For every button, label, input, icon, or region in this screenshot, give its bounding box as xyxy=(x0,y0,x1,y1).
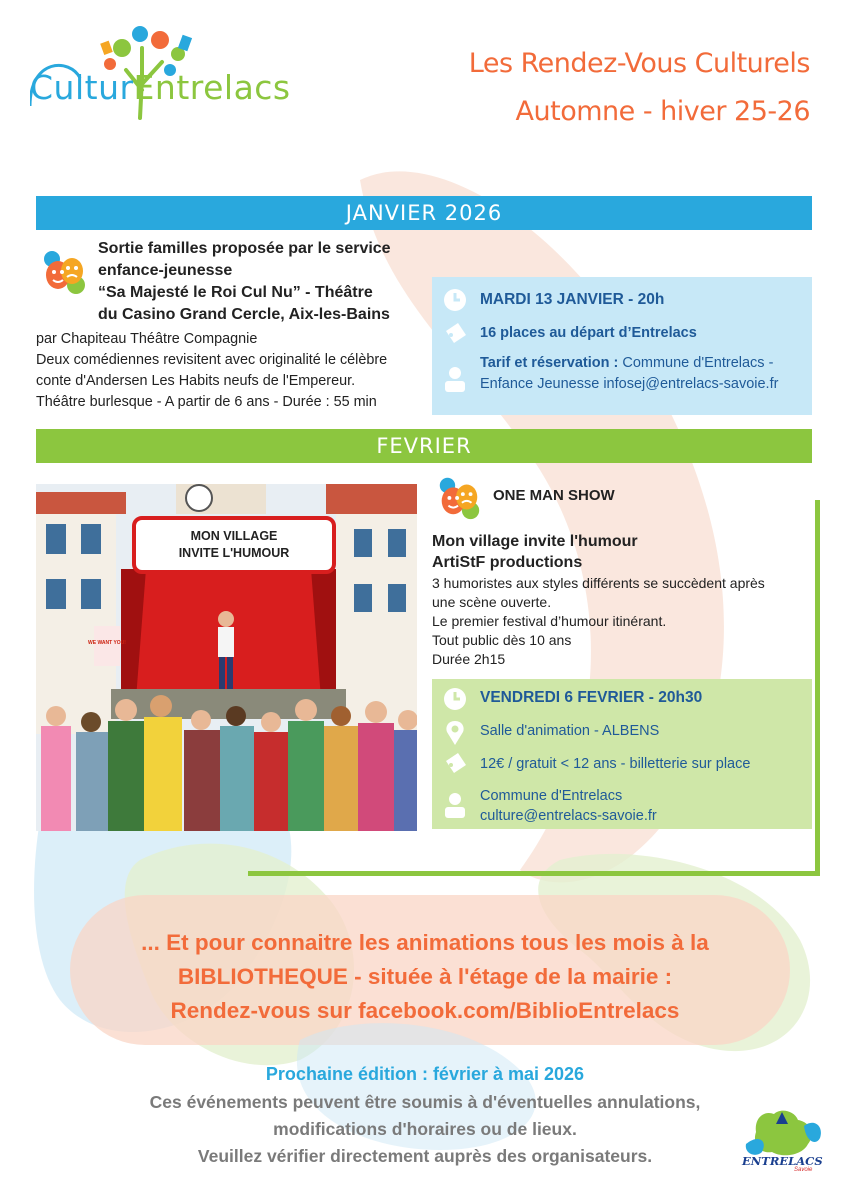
january-info-box xyxy=(432,277,812,415)
january-event-title: Sortie familles proposée par le service enfance-jeunesse “Sa Majesté le Roi Cul Nu” - Théâtre du Casino Grand Cercle, Aix-les-Bains xyxy=(98,240,391,323)
february-price: 12€ / gratuit < 12 ans - billetterie sur place xyxy=(480,756,751,772)
february-event-description: 3 humoristes aux styles différents se succèdent après une scène ouverte. Le premier festival d’humour itinérant. Tout public dès 10 ans Durée 2h15 xyxy=(432,575,765,667)
person-icon xyxy=(442,791,468,819)
sign-line-1: MON VILLAGE xyxy=(190,529,278,543)
section-band-january: JANVIER 2026 xyxy=(36,196,812,230)
facebook-link-text: Rendez-vous sur facebook.com/BiblioEntrelacs xyxy=(170,998,680,1023)
ticket-icon xyxy=(442,751,468,777)
theatre-masks-icon xyxy=(434,472,484,522)
january-date: MARDI 13 JANVIER - 20h xyxy=(480,291,665,308)
february-date: VENDREDI 6 FEVRIER - 20h30 xyxy=(480,689,703,706)
logo-text-entrelacs: Entrelacs xyxy=(133,68,291,107)
poster-text: WE WANT YOU! xyxy=(88,640,126,646)
section-band-february: FEVRIER xyxy=(36,429,812,463)
location-pin-icon xyxy=(442,719,468,747)
february-contact: Commune d'Entrelacs culture@entrelacs-savoie.fr xyxy=(480,788,657,824)
brand-region: Savoie xyxy=(794,1167,813,1173)
person-icon xyxy=(442,365,468,393)
sign-line-2: INVITE L'HUMOUR xyxy=(178,546,290,560)
event-illustration xyxy=(36,484,417,831)
january-contact: Tarif et réservation : Commune d'Entrelacs - Enfance Jeunesse infosej@entrelacs-savoie.fr xyxy=(480,355,779,392)
january-event xyxy=(36,238,431,413)
title-line-2: Automne - hiver 25-26 xyxy=(515,96,810,127)
clock-icon xyxy=(442,686,468,712)
february-info-box xyxy=(432,679,812,829)
culturentrelacs-logo xyxy=(30,18,291,138)
january-event-description: par Chapiteau Théâtre Compagnie Deux comédiennes revisitent avec originalité le célèbre conte d'Andersen Les Habits neufs de l'Empereur. Théâtre burlesque - A partir de 6 ans - Durée : 55 min xyxy=(36,331,388,410)
january-places: 16 places au départ d’Entrelacs xyxy=(480,325,697,341)
brand-name: ENTRELACS xyxy=(742,1154,823,1168)
disclaimer: Ces événements peuvent être soumis à d'éventuelles annulations, modifications d'horaires ou de lieux. Veuillez vérifier directement auprès des organisateurs. xyxy=(149,1092,701,1166)
title-line-1: Les Rendez-Vous Culturels xyxy=(468,48,810,79)
page-title xyxy=(469,40,810,136)
ticket-icon xyxy=(442,321,468,347)
february-venue: Salle d'animation - ALBENS xyxy=(480,723,660,739)
library-promo: ... Et pour connaitre les animations tous les mois à la BIBLIOTHEQUE - située à l'étage de la mairie : Rendez-vous sur facebook.com/BiblioEntrelacs xyxy=(60,926,790,1028)
february-event-kind: ONE MAN SHOW xyxy=(493,487,615,504)
entrelacs-brand-logo xyxy=(738,1104,828,1174)
logo-text-cultur: Cultur xyxy=(30,68,134,107)
footer xyxy=(60,1061,790,1170)
next-edition: Prochaine édition : février à mai 2026 xyxy=(265,1064,585,1084)
february-event-title: Mon village invite l'humour ArtiStF productions xyxy=(432,533,638,571)
clock-icon xyxy=(442,287,468,313)
